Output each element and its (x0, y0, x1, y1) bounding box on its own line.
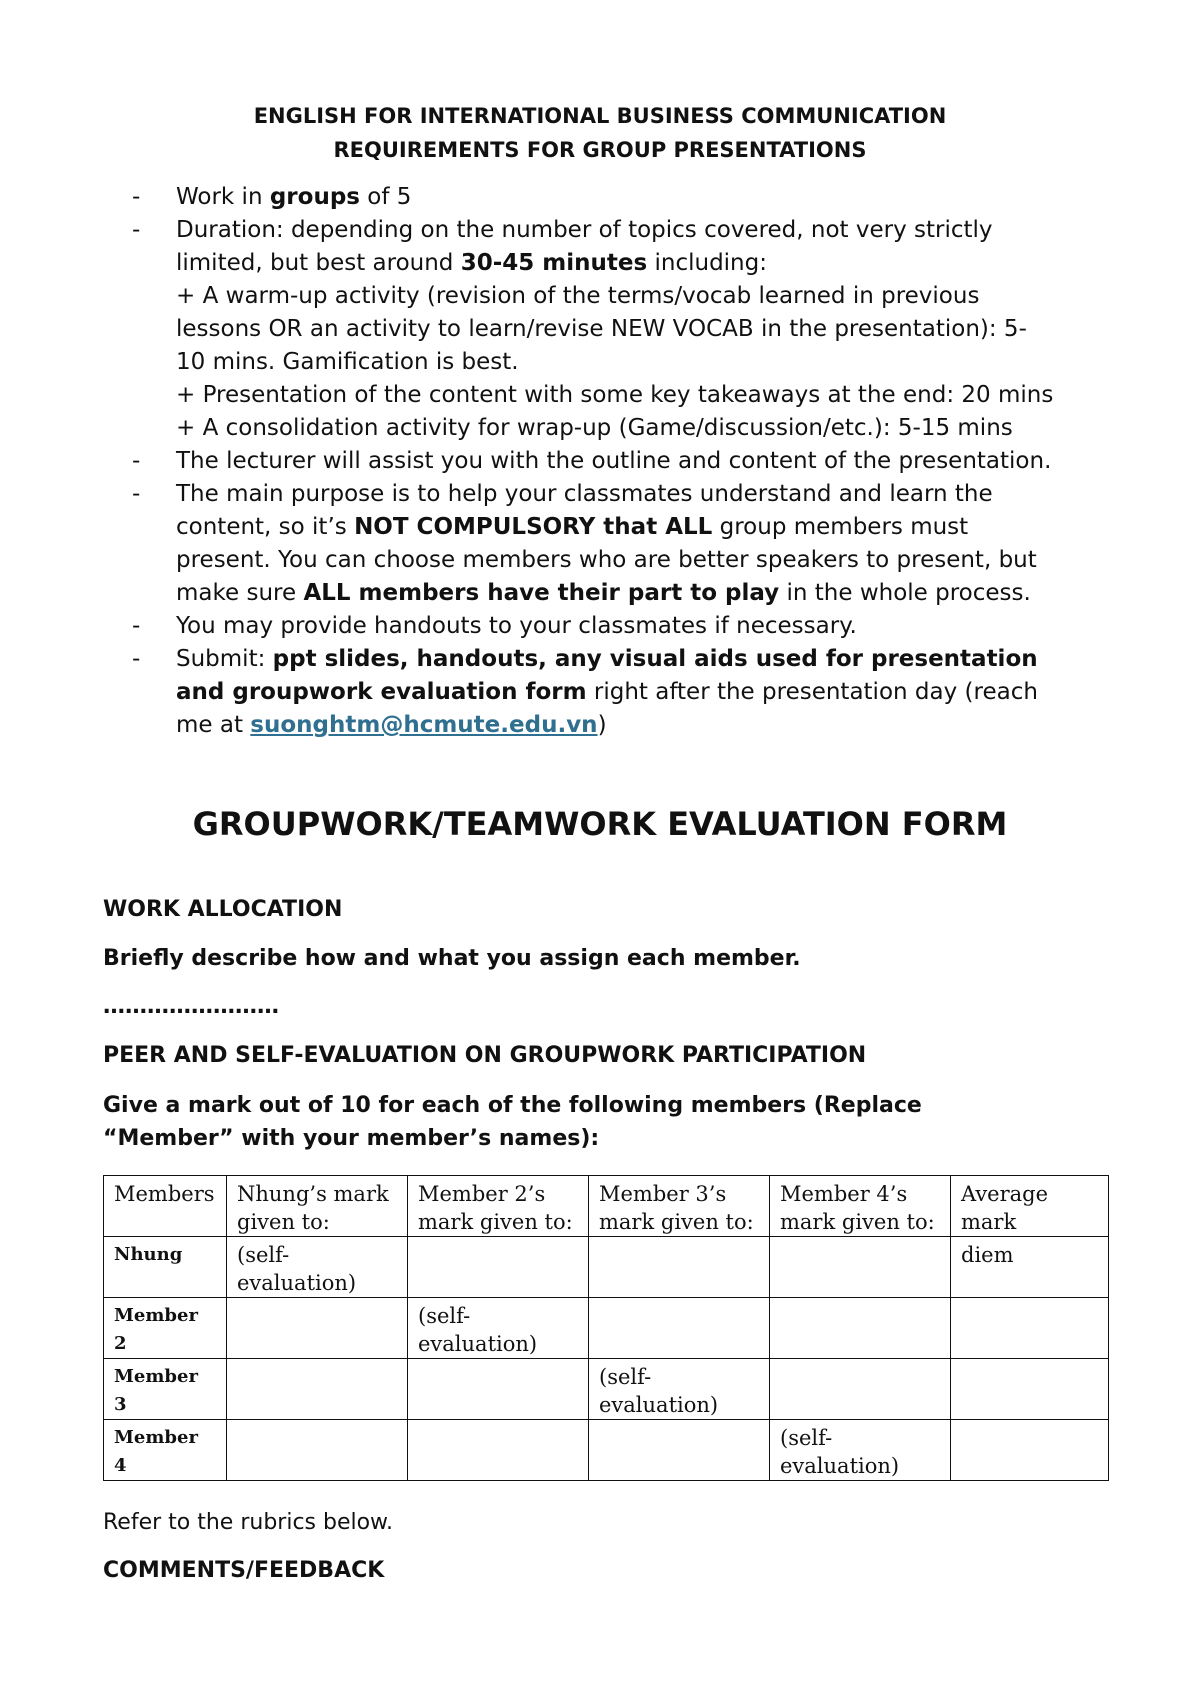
row-member-name: Member 2 (104, 1298, 227, 1359)
table-cell[interactable] (227, 1359, 408, 1420)
describe-instruction: Briefly describe how and what you assign each member. (103, 946, 801, 971)
table-cell[interactable] (770, 1237, 951, 1298)
table-header: Average mark (951, 1176, 1109, 1237)
row-member-name: Member 3 (104, 1359, 227, 1420)
table-cell[interactable] (408, 1420, 589, 1481)
table-cell[interactable]: (self-evaluation) (770, 1420, 951, 1481)
table-cell[interactable] (589, 1420, 770, 1481)
table-cell[interactable] (227, 1298, 408, 1359)
table-cell[interactable] (951, 1298, 1109, 1359)
table-row (104, 1298, 1109, 1359)
course-title: ENGLISH FOR INTERNATIONAL BUSINESS COMMUNICATION (253, 104, 947, 128)
email-link[interactable]: suonghtm@hcmute.edu.vn (250, 712, 598, 738)
table-cell[interactable]: (self-evaluation) (589, 1359, 770, 1420)
row-member-name: Nhung (104, 1237, 227, 1298)
table-cell[interactable] (589, 1237, 770, 1298)
table-header: Members (104, 1176, 227, 1237)
table-cell[interactable] (227, 1420, 408, 1481)
mark-instruction-l2: “Member” with your member’s names): (103, 1126, 600, 1151)
refer-rubrics: Refer to the rubrics below. (103, 1510, 394, 1535)
table-cell[interactable] (408, 1359, 589, 1420)
table-cell[interactable]: (self-evaluation) (408, 1298, 589, 1359)
table-header: Member 2’s mark given to: (408, 1176, 589, 1237)
table-cell[interactable] (770, 1298, 951, 1359)
table-cell[interactable] (589, 1298, 770, 1359)
document-page: ENGLISH FOR INTERNATIONAL BUSINESS COMMUNICATION REQUIREMENTS FOR GROUP PRESENTATIONS - Work in groups of 5 - Duration: depending on the number of topics covered, not very strictly limited, but best around 30-45 minutes including: + A warm-up activity (revision of the terms/vocab learned in previous lessons OR an activity to learn/revise NEW VOCAB in the presentation): 5- 10 mins. Gamification is best. + Presentation of the content with some key takeaways at the end: 20 mins + A consolidation activity for wrap-up (Game/discussion/etc.): 5-15 mins - The lecturer will assist you with the outline and content of the presentation. - The main purpose is to help your classmates understand and learn the content, so it’s NOT COMPULSORY that ALL group members must present. You can choose members who are better speakers to present, but make sure ALL members have their part to play in the whole process. - You may provide handouts to your classmates if necessary. - Submit: ppt slides, handouts, any visual aids used for presentation and groupwork evaluation form right after the presentation day (reach me at suonghtm@hcmute.edu.vn) GROUPWORK/TEAMWORK EVALUATION FORM WORK ALLOCATION Briefly describe how and what you assign each member. …………………… PEER AND SELF-EVALUATION ON GROUPWORK PARTICIPATION Give a mark out of 10 for each of the following members (Replace “Member” with your member’s names): Members Nhung’s mark given to: Member 2’s mark given to: Member 3’s mark given to: Member 4’s mark given to: Average mark Nhung (self-evaluation) diem Member 2 (self-evaluation) Member 3 (self-evaluation) Member 4 (self-evaluation) Refer to the rubrics below. COMMENTS/FEEDBACK (0, 0, 1200, 1696)
table-header: Nhung’s mark given to: (227, 1176, 408, 1237)
work-allocation-heading: WORK ALLOCATION (103, 897, 343, 922)
dotted-placeholder: …………………… (103, 994, 279, 1019)
peer-evaluation-heading: PEER AND SELF-EVALUATION ON GROUPWORK PARTICIPATION (103, 1043, 867, 1068)
table-header: Member 4’s mark given to: (770, 1176, 951, 1237)
table-cell[interactable] (951, 1420, 1109, 1481)
comments-heading: COMMENTS/FEEDBACK (103, 1558, 385, 1583)
requirements-title: REQUIREMENTS FOR GROUP PRESENTATIONS (333, 138, 867, 162)
table-cell[interactable] (408, 1237, 589, 1298)
table-row (104, 1420, 1109, 1481)
table-cell[interactable]: diem (951, 1237, 1109, 1298)
table-cell[interactable] (951, 1359, 1109, 1420)
evaluation-table (103, 1175, 1109, 1481)
table-cell[interactable] (770, 1359, 951, 1420)
table-header-row (104, 1176, 1109, 1237)
evaluation-form-title: GROUPWORK/TEAMWORK EVALUATION FORM (192, 805, 1008, 843)
table-cell[interactable]: (self-evaluation) (227, 1237, 408, 1298)
table-header: Member 3’s mark given to: (589, 1176, 770, 1237)
table-row (104, 1359, 1109, 1420)
row-member-name: Member 4 (104, 1420, 227, 1481)
table-row (104, 1237, 1109, 1298)
mark-instruction-l1: Give a mark out of 10 for each of the following members (Replace (103, 1093, 922, 1118)
